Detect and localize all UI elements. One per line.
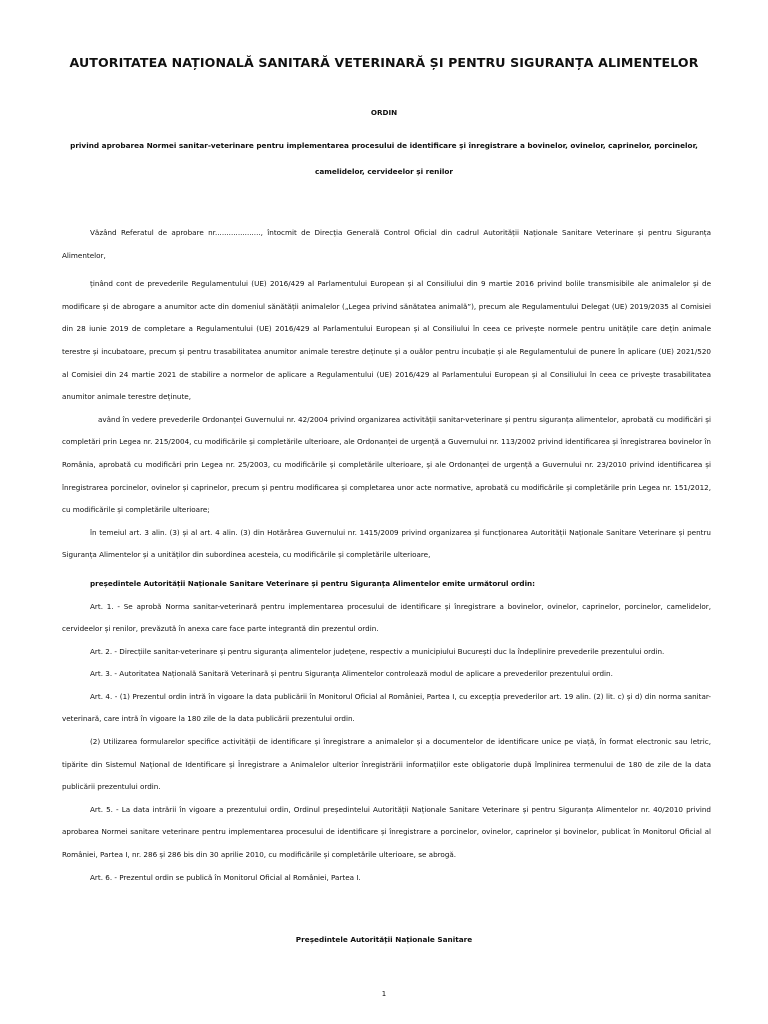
article-2 [62, 641, 711, 664]
article-1 [62, 596, 711, 641]
article-text: (2) Utilizarea formularelor specifice activității de identificare și înregistrare a animalelor și a documentelor de identificare unice pe viață, în format electronic sau letric, tipărite din Sistemul Național de Identificare și Înregistrare a Animalelor ulterior înregistrării informațiilor este obligatorie după împlinirea termenului de 180 de zile de la data publicării prezentului ordin. [62, 737, 711, 792]
article-label: Art. 1. [90, 601, 114, 611]
article-label: Art. 3. [90, 669, 113, 679]
document-heading: ORDIN [370, 108, 398, 117]
article-text: - Se aprobă Norma sanitar-veterinară pentru implementarea procesului de identificare și înregistrare a bovinelor, ovinelor, caprinelor, porcinelor, camelidelor, cervideelor și renilor, prevăzută în anexa care face parte integrantă din prezentul ordin. [62, 601, 711, 634]
article-text: - Direcțiile sanitar-veterinare și pentru siguranța alimentelor județene, respectiv a municipiului București duc la îndeplinire prevederile prezentului ordin. [112, 646, 665, 656]
page-number: 1 [381, 990, 387, 998]
article-label: Art. 4. [90, 691, 113, 701]
article-3 [62, 663, 711, 686]
article-4-paragraph-1 [62, 686, 711, 731]
document-body [62, 222, 711, 889]
paragraph-referat: Văzând Referatul de aprobare nr...................., întocmit de Direcția Generală Control Oficial din cadrul Autorității Naționale Sanitare Veterinare și pentru Siguranța Alimentelor, [62, 228, 711, 260]
article-5 [62, 799, 711, 867]
paragraph-regulations: ținând cont de prevederile Regulamentului (UE) 2016/429 al Parlamentului European și al Consiliului din 9 martie 2016 privind bolile transmisibile ale animalelor și de modificare și de abrogare a anumitor acte din domeniul sănătății animalelor („Legea privind sănătatea animală”), precum ale Regulamentului Delegat (UE) 2019/2035 al Comisiei din 28 iunie 2019 de completare a Regulamentului (UE) 2016/429 al Parlamentului European și al Consiliului în ceea ce privește normele pentru unitățile care dețin animale terestre și incubatoare, precum și pentru trasabilitatea anumitor animale terestre deținute și a ouălor pentru incubație și ale Regulamentului de punere în aplicare (UE) 2021/520 al Comisiei din 24 martie 2021 de stabilire a normelor de aplicare a Regulamentului (UE) 2016/429 al Parlamentului European și al Consiliului în ceea ce privește trasabilitatea anumitor animale terestre deținute, [62, 279, 711, 402]
article-label: Art. 5. [90, 804, 113, 814]
article-text: - Autoritatea Națională Sanitară Veterinară și pentru Siguranța Alimentelor controlează modul de aplicare a prevederilor prezentului ordin. [112, 669, 613, 679]
article-4-paragraph-2 [62, 731, 711, 799]
article-label: Art. 2. [90, 646, 113, 656]
document-subtitle: privind aprobarea Normei sanitar-veterinare pentru implementarea procesului de identificare și înregistrare a bovinelor, ovinelor, caprinelor, porcinelor, camelidelor, cervideelor și renilor [70, 141, 698, 176]
document-title: AUTORITATEA NAȚIONALĂ SANITARĂ VETERINARĂ ȘI PENTRU SIGURANȚA ALIMENTELOR [69, 55, 699, 70]
article-label: Art. 6. [90, 872, 113, 882]
article-text: - Prezentul ordin se publică în Monitorul Oficial al României, Partea I. [112, 872, 361, 882]
article-6 [62, 867, 711, 890]
article-text: - La data intrării în vigoare a prezentului ordin, Ordinul președintelui Autorității Naționale Sanitare Veterinare și pentru Siguranța Alimentelor nr. 40/2010 privind aprobarea Normei sanitare veterinare pentru implementarea procesului de identificare și înregistrare a porcinelor, ovinelor, caprinelor și bovinelor, publicat în Monitorul Oficial al României, Partea I, nr. 286 și 286 bis din 30 aprilie 2010, cu modificările și completările ulterioare, se abrogă. [62, 804, 711, 860]
article-text: - (1) Prezentul ordin intră în vigoare la data publicării în Monitorul Oficial al României, Partea I, cu excepția prevederilor art. 19 alin. (2) lit. c) și d) din norma sanitar-veterinară, care intră în vigoare la 180 zile de la data publicării prezentului ordin. [62, 691, 711, 724]
paragraph-legal-basis: în temeiul art. 3 alin. (3) și al art. 4 alin. (3) din Hotărârea Guvernului nr. 1415/2009 privind organizarea și funcționarea Autorității Naționale Sanitare Veterinare și pentru Siguranța Alimentelor și a unităților din subordinea acesteia, cu modificările și completările ulterioare, [62, 527, 711, 560]
paragraph-ordinances: având în vedere prevederile Ordonanței Guvernului nr. 42/2004 privind organizarea activității sanitar-veterinare și pentru siguranța alimentelor, aprobată cu modificări și completări prin Legea nr. 215/2004, cu modificările și completările ulterioare, ale Ordonanței de urgență a Guvernului nr. 113/2002 privind identificarea și înregistrarea bovinelor în România, aprobată cu modificări prin Legea nr. 25/2003, cu modificările și completările ulterioare, și ale Ordonanței de urgență a Guvernului nr. 23/2010 privind identificarea și înregistrarea porcinelor, ovinelor și caprinelor, precum și pentru modificarea și completarea unor acte normative, aprobată cu modificările și completările prin Legea nr. 151/2012, cu modificările și completările ulterioare; [62, 414, 711, 515]
signature-block: Președintele Autorității Naționale Sanitare [295, 935, 473, 944]
paragraph-issuer: președintele Autorității Naționale Sanitare Veterinare și pentru Siguranța Alimentelor emite următorul ordin: [90, 578, 536, 588]
